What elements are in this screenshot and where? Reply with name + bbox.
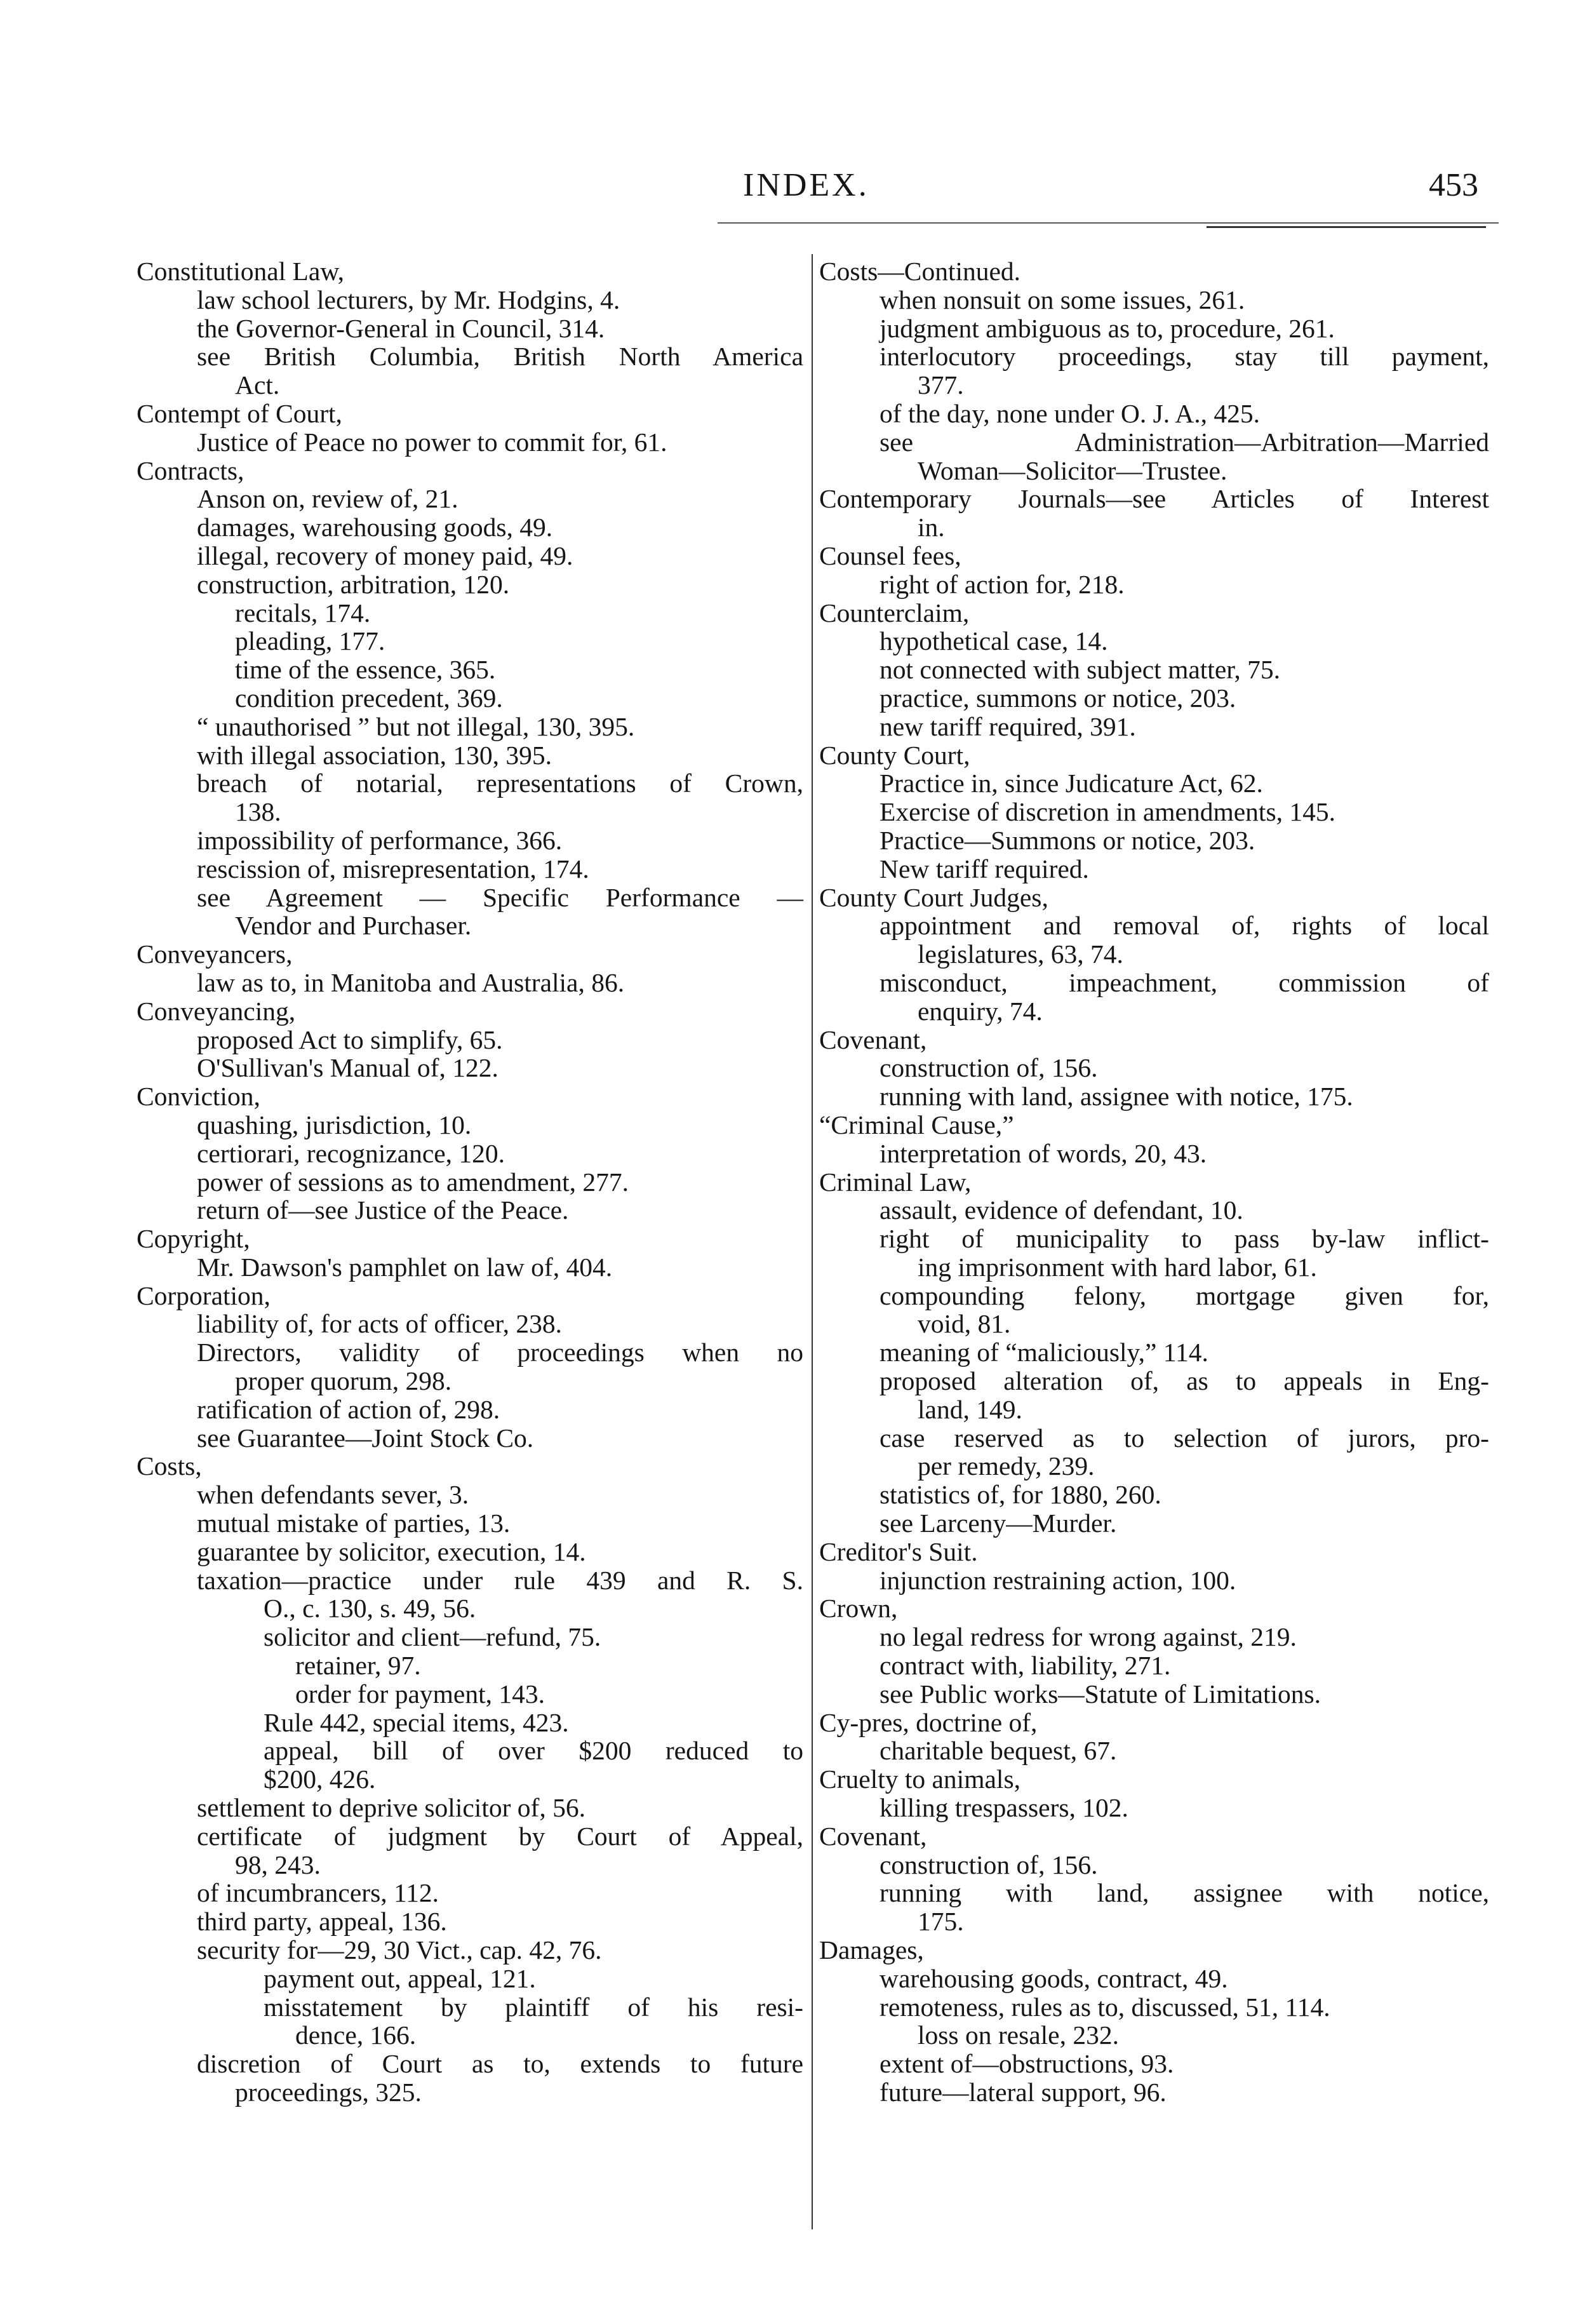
index-heading: Cy-pres, doctrine of, — [819, 1707, 1038, 1737]
page-header — [0, 166, 1592, 217]
index-entry: solicitor and client—refund, 75. — [264, 1622, 601, 1652]
index-entry: see British Columbia, British North America — [197, 342, 803, 372]
index-entry: the Governor-General in Council, 314. — [197, 313, 605, 343]
index-entry: case reserved as to selection of jurors, pro- — [880, 1423, 1489, 1453]
index-entry: with illegal association, 130, 395. — [197, 740, 552, 770]
index-entry: Act. — [235, 370, 280, 400]
index-entry: settlement to deprive solicitor of, 56. — [197, 1793, 585, 1823]
index-heading: Corporation, — [137, 1280, 271, 1310]
index-entry: Mr. Dawson's pamphlet on law of, 404. — [197, 1252, 613, 1282]
index-column-right — [819, 257, 1489, 2107]
index-entry: misstatement by plaintiff of his resi- — [264, 1992, 803, 2022]
index-entry: see Guarantee—Joint Stock Co. — [197, 1423, 534, 1453]
index-entry: running with land, assignee with notice, — [880, 1878, 1489, 1908]
index-entry: no legal redress for wrong against, 219. — [880, 1622, 1297, 1652]
index-heading: Cruelty to animals, — [819, 1764, 1020, 1794]
index-entry: pleading, 177. — [235, 626, 385, 656]
index-heading: Conveyancing, — [137, 996, 296, 1026]
index-entry: security for—29, 30 Vict., cap. 42, 76. — [197, 1935, 602, 1965]
index-entry: mutual mistake of parties, 13. — [197, 1508, 511, 1538]
index-entry: proposed Act to simplify, 65. — [197, 1024, 503, 1054]
index-heading: Copyright, — [137, 1224, 250, 1254]
index-entry: right of municipality to pass by-law inflict- — [880, 1224, 1489, 1254]
index-entry: Vendor and Purchaser. — [235, 911, 472, 941]
index-entry: see Public works—Statute of Limitations. — [880, 1679, 1321, 1709]
index-entry: Directors, validity of proceedings when no — [197, 1338, 803, 1367]
index-entry: recitals, 174. — [235, 598, 371, 628]
index-entry: condition precedent, 369. — [235, 683, 503, 713]
index-entry: proceedings, 325. — [235, 2078, 422, 2107]
index-heading: Contracts, — [137, 455, 244, 485]
index-entry: construction of, 156. — [880, 1850, 1098, 1879]
index-entry: in. — [918, 513, 945, 542]
index-entry: illegal, recovery of money paid, 49. — [197, 541, 573, 570]
index-heading: Creditor's Suit. — [819, 1536, 978, 1566]
index-entry: see Administration—Arbitration—Married — [880, 427, 1489, 457]
index-entry: retainer, 97. — [295, 1651, 421, 1681]
index-entry: 377. — [918, 370, 964, 400]
index-entry: Justice of Peace no power to commit for, 61. — [197, 427, 667, 457]
index-entry: ing imprisonment with hard labor, 61. — [918, 1252, 1317, 1282]
index-entry: contract with, liability, 271. — [880, 1651, 1171, 1681]
index-entry: appeal, bill of over $200 reduced to — [264, 1736, 803, 1766]
index-entry: not connected with subject matter, 75. — [880, 655, 1281, 685]
index-entry: interpretation of words, 20, 43. — [880, 1138, 1207, 1168]
index-entry: void, 81. — [918, 1309, 1011, 1339]
index-heading: Criminal Law, — [819, 1167, 972, 1197]
index-heading: Costs, — [137, 1451, 202, 1481]
index-entry: practice, summons or notice, 203. — [880, 683, 1236, 713]
index-entry: of incumbrancers, 112. — [197, 1878, 439, 1908]
index-heading: Costs—Continued. — [819, 257, 1021, 286]
index-entry: misconduct, impeachment, commission of — [880, 967, 1489, 997]
index-entry: enquiry, 74. — [918, 996, 1043, 1026]
index-heading: Covenant, — [819, 1821, 927, 1851]
index-entry: running with land, assignee with notice, 175. — [880, 1082, 1353, 1112]
index-entry: proposed alteration of, as to appeals in Eng- — [880, 1366, 1489, 1396]
index-entry: hypothetical case, 14. — [880, 626, 1108, 656]
index-entry: third party, appeal, 136. — [197, 1907, 447, 1937]
index-entry: $200, 426. — [264, 1764, 376, 1794]
index-entry: “ unauthorised ” but not illegal, 130, 395. — [197, 711, 635, 741]
index-entry: construction, arbitration, 120. — [197, 569, 510, 599]
index-entry: order for payment, 143. — [295, 1679, 545, 1709]
index-heading: Crown, — [819, 1594, 898, 1623]
index-heading: Counsel fees, — [819, 541, 961, 570]
index-heading: Counterclaim, — [819, 598, 970, 628]
index-entry: 175. — [918, 1907, 964, 1937]
index-entry: charitable bequest, 67. — [880, 1736, 1117, 1766]
index-heading: Conveyancers, — [137, 939, 293, 969]
index-heading: County Court Judges, — [819, 882, 1048, 912]
index-entry: warehousing goods, contract, 49. — [880, 1963, 1228, 1993]
index-entry: extent of—obstructions, 93. — [880, 2049, 1174, 2079]
index-entry: interlocutory proceedings, stay till payment, — [880, 342, 1489, 372]
index-entry: 138. — [235, 797, 281, 827]
index-entry: per remedy, 239. — [918, 1451, 1095, 1481]
index-entry: construction of, 156. — [880, 1053, 1098, 1083]
index-entry: impossibility of performance, 366. — [197, 825, 563, 855]
index-entry: O'Sullivan's Manual of, 122. — [197, 1053, 498, 1083]
index-heading: Contemporary Journals—see Articles of Interest — [819, 484, 1489, 514]
index-column-left — [137, 257, 803, 2107]
index-entry: discretion of Court as to, extends to future — [197, 2049, 803, 2079]
index-entry: Anson on, review of, 21. — [197, 484, 458, 514]
index-entry: dence, 166. — [295, 2020, 417, 2050]
index-entry: of the day, none under O. J. A., 425. — [880, 398, 1260, 428]
index-entry: payment out, appeal, 121. — [264, 1963, 536, 1993]
index-entry: return of—see Justice of the Peace. — [197, 1195, 569, 1225]
index-heading: Covenant, — [819, 1024, 927, 1054]
index-entry: taxation—practice under rule 439 and R. S. — [197, 1565, 803, 1595]
index-heading: County Court, — [819, 740, 970, 770]
index-entry: liability of, for acts of officer, 238. — [197, 1309, 562, 1339]
index-entry: when nonsuit on some issues, 261. — [880, 285, 1245, 314]
index-entry: power of sessions as to amendment, 277. — [197, 1167, 629, 1197]
index-entry: killing trespassers, 102. — [880, 1793, 1128, 1823]
index-entry: certificate of judgment by Court of Appeal, — [197, 1821, 803, 1851]
index-entry: remoteness, rules as to, discussed, 51, 114. — [880, 1992, 1330, 2022]
index-entry: loss on resale, 232. — [918, 2020, 1119, 2050]
index-heading: Constitutional Law, — [137, 257, 344, 286]
index-entry: new tariff required, 391. — [880, 711, 1136, 741]
page-number: 453 — [1429, 167, 1478, 203]
index-entry: Rule 442, special items, 423. — [264, 1707, 569, 1737]
column-divider — [812, 254, 813, 2229]
index-entry: ratification of action of, 298. — [197, 1394, 500, 1424]
index-entry: Exercise of discretion in amendments, 145. — [880, 797, 1335, 827]
index-entry: guarantee by solicitor, execution, 14. — [197, 1536, 586, 1566]
index-entry: compounding felony, mortgage given for, — [880, 1280, 1489, 1310]
index-entry: assault, evidence of defendant, 10. — [880, 1195, 1243, 1225]
index-entry: certiorari, recognizance, 120. — [197, 1138, 505, 1168]
index-entry: land, 149. — [918, 1394, 1022, 1424]
index-entry: Practice in, since Judicature Act, 62. — [880, 769, 1263, 798]
page-title: INDEX. — [743, 167, 869, 203]
index-entry: New tariff required. — [880, 854, 1089, 883]
index-entry: statistics of, for 1880, 260. — [880, 1480, 1161, 1510]
index-entry: appointment and removal of, rights of local — [880, 911, 1489, 941]
index-entry: legislatures, 63, 74. — [918, 939, 1123, 969]
index-entry: 98, 243. — [235, 1850, 321, 1879]
index-heading: Conviction, — [137, 1082, 260, 1112]
index-entry: Practice—Summons or notice, 203. — [880, 825, 1255, 855]
index-entry: future—lateral support, 96. — [880, 2078, 1167, 2107]
index-entry: time of the essence, 365. — [235, 655, 496, 685]
index-entry: meaning of “maliciously,” 114. — [880, 1338, 1208, 1367]
index-entry: when defendants sever, 3. — [197, 1480, 469, 1510]
index-heading: Damages, — [819, 1935, 924, 1965]
index-entry: right of action for, 218. — [880, 569, 1125, 599]
header-rule — [718, 222, 1499, 224]
index-entry: law as to, in Manitoba and Australia, 86. — [197, 967, 625, 997]
index-entry: proper quorum, 298. — [235, 1366, 452, 1396]
index-entry: law school lecturers, by Mr. Hodgins, 4. — [197, 285, 620, 314]
index-entry: breach of notarial, representations of Crown, — [197, 769, 803, 798]
index-entry: O., c. 130, s. 49, 56. — [264, 1594, 476, 1623]
index-entry: quashing, jurisdiction, 10. — [197, 1110, 472, 1139]
index-entry: Woman—Solicitor—Trustee. — [918, 455, 1227, 485]
index-entry: injunction restraining action, 100. — [880, 1565, 1236, 1595]
index-entry: rescission of, misrepresentation, 174. — [197, 854, 589, 883]
index-heading: Contempt of Court, — [137, 398, 342, 428]
index-entry: judgment ambiguous as to, procedure, 261. — [880, 313, 1335, 343]
index-entry: see Larceny—Murder. — [880, 1508, 1117, 1538]
index-heading: “Criminal Cause,” — [819, 1110, 1014, 1139]
index-entry: damages, warehousing goods, 49. — [197, 513, 553, 542]
header-rule-accent — [1207, 226, 1486, 228]
index-entry: see Agreement — Specific Performance — — [197, 882, 803, 912]
